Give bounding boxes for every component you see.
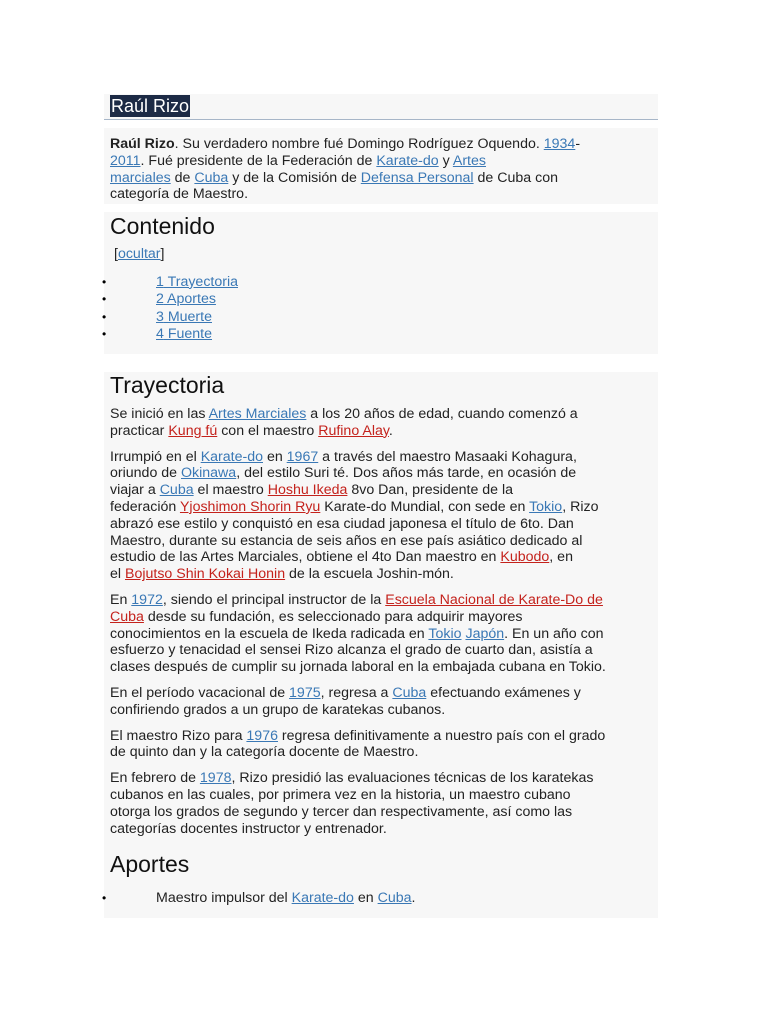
- link-cuba[interactable]: Cuba: [377, 890, 412, 907]
- intro-paragraph: [104, 136, 658, 203]
- title-bar: [104, 94, 658, 120]
- toc-box: [104, 212, 658, 354]
- toc-link-trayectoria[interactable]: 1 Trayectoria: [156, 273, 239, 290]
- trayectoria-paragraph-3: En 1972, siendo el principal instructor de la Escuela Nacional de Karate-Do de Cuba desde su fundación, es seleccionado para adquirir mayores conocimientos en la escuela de Ikeda radicada en Tokio Japón. En un año con esfuerzo y tenacidad el sensei Rizo alcanza el grado de cuarto dan, asistía a clases después de cumplir su jornada laboral en la embajada cubana en Tokio.: [110, 591, 606, 676]
- link-karate-do[interactable]: Karate-do: [376, 152, 439, 169]
- trayectoria-paragraph-6: En febrero de 1978, Rizo presidió las evaluaciones técnicas de los karatekas cubanos en las cuales, por primera vez en la historia, un maestro cubano otorga los grados de segundo y tercer dan respectivamente, así como las categorías docentes instructor y entrenador.: [110, 770, 594, 837]
- link-cuba[interactable]: Cuba: [392, 684, 427, 701]
- toc-list: [104, 274, 658, 344]
- toc-link-muerte[interactable]: 3 Muerte: [156, 308, 212, 325]
- aportes-heading: Aportes: [110, 851, 190, 878]
- aportes-list: [104, 890, 658, 908]
- trayectoria-paragraph-4: En el período vacacional de 1975, regresa a Cuba efectuando exámenes y confiriendo grados a un grupo de karatekas cubanos.: [110, 684, 581, 718]
- page-title: Raúl Rizo: [111, 96, 190, 116]
- link-yjoshimon-shorin-ryu[interactable]: Yjoshimon Shorin Ryu: [179, 498, 321, 515]
- list-item: • Maestro impulsor del Karate-do en Cuba.: [104, 890, 658, 908]
- toc-item[interactable]: [104, 291, 658, 309]
- intro-text: y de la Comisión de: [228, 169, 361, 186]
- link-okinawa[interactable]: Okinawa: [181, 465, 237, 482]
- toc-item[interactable]: [104, 274, 658, 292]
- toc-heading: Contenido: [110, 213, 215, 239]
- link-artes-marciales[interactable]: Artes Marciales: [208, 406, 307, 422]
- link-1978[interactable]: 1978: [199, 770, 232, 787]
- link-karate-do[interactable]: Karate-do: [200, 448, 263, 465]
- toc-toggle-link[interactable]: ocultar: [117, 246, 161, 262]
- toc-item[interactable]: [104, 309, 658, 327]
- link-cuba[interactable]: Cuba: [159, 482, 194, 499]
- link-1934[interactable]: 1934: [543, 136, 576, 152]
- trayectoria-paragraph-5: El maestro Rizo para 1976 regresa definitivamente a nuestro país con el grado de quinto dan y la categoría docente de Maestro.: [110, 727, 606, 761]
- intro-section: [104, 128, 658, 204]
- intro-text: categoría de Maestro.: [110, 186, 249, 203]
- toc-link-fuente[interactable]: 4 Fuente: [156, 326, 213, 343]
- intro-text: . Su verdadero nombre fué Domingo Rodríguez Oquendo.: [174, 136, 544, 152]
- link-japon[interactable]: Japón: [465, 625, 505, 642]
- link-kubodo[interactable]: Kubodo: [500, 549, 550, 566]
- intro-text: y: [438, 152, 453, 169]
- link-marciales[interactable]: marciales: [110, 169, 171, 186]
- toc-link-aportes[interactable]: 2 Aportes: [156, 291, 216, 308]
- bracket-close: ]: [160, 246, 165, 262]
- link-defensa-personal[interactable]: Defensa Personal: [360, 169, 474, 186]
- link-karate-do[interactable]: Karate-do: [291, 890, 354, 907]
- toc-item[interactable]: [104, 326, 658, 344]
- trayectoria-paragraph-1: Se inició en las Artes Marciales a los 20 años de edad, cuando comenzó a practicar Kung fú con el maestro Rufino Alay.: [110, 406, 578, 439]
- link-rufino-alay[interactable]: Rufino Alay: [318, 422, 389, 439]
- link-escuela-nacional[interactable]: Escuela Nacional de Karate-Do de: [385, 591, 603, 608]
- intro-text: . Fué presidente de la Federación de: [140, 152, 377, 169]
- link-tokio[interactable]: Tokio: [529, 498, 563, 515]
- link-kung-fu[interactable]: Kung fú: [168, 422, 218, 439]
- link-hoshu-ikeda[interactable]: Hoshu Ikeda: [267, 482, 348, 499]
- intro-text: -: [575, 136, 581, 152]
- trayectoria-paragraph-2: Irrumpió en el Karate-do en 1967 a través del maestro Masaaki Kohagura, oriundo de Okinawa, del estilo Suri té. Dos años más tarde, en ocasión de viajar a Cuba el maestro Hoshu Ikeda 8vo Dan, presidente de la federación Yjoshimon Shorin Ryu Karate-do Mundial, con sede en Tokio, Rizo abrazó ese estilo y conquistó en esa ciudad japonesa el título de 6to. Dan Maestro, durante su estancia de seis años en ese país asiático dedicado al estudio de las Artes Marciales, obtiene el 4to Dan maestro en Kubodo, en el Bojutso Shin Kokai Honin de la escuela Joshin-món.: [110, 448, 599, 583]
- link-1976[interactable]: 1976: [246, 727, 278, 744]
- link-1972[interactable]: 1972: [131, 591, 163, 608]
- link-cuba[interactable]: Cuba: [194, 169, 229, 186]
- link-tokio[interactable]: Tokio: [428, 625, 462, 642]
- link-escuela-nacional-cuba[interactable]: Cuba: [110, 608, 144, 625]
- intro-text: de Cuba con: [473, 169, 558, 186]
- content-section: [104, 372, 658, 918]
- bracket-open: [: [114, 246, 118, 262]
- intro-bold-name: Raúl Rizo: [110, 136, 175, 152]
- link-artes[interactable]: Artes: [452, 152, 486, 169]
- link-1975[interactable]: 1975: [289, 684, 321, 701]
- link-1967[interactable]: 1967: [286, 448, 319, 465]
- toc-toggle-line: [104, 246, 658, 263]
- link-2011[interactable]: 2011: [110, 152, 141, 169]
- intro-text: de: [170, 169, 195, 186]
- link-bojutso-shin-kokai-honin[interactable]: Bojutso Shin Kokai Honin: [124, 566, 286, 583]
- trayectoria-heading: Trayectoria: [110, 372, 225, 398]
